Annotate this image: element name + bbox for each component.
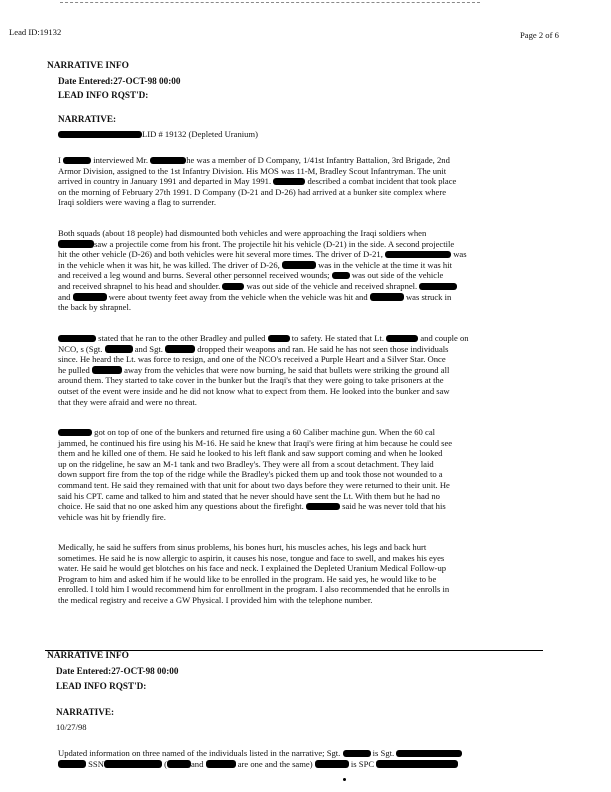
p5-line: enrolled. I told him I would recommend him for enrollment in the program. I also recommended that he enrolls in	[58, 584, 450, 595]
text: was	[453, 249, 467, 260]
date-entered: Date Entered:27-OCT-98 00:00	[58, 76, 181, 86]
p2-line	[58, 249, 467, 260]
p5-line: Program to him and asked him if he would like to be enrolled in the program. He said yes, he would like to be	[58, 573, 437, 584]
p4-line: them and he killed one of them. He said he looked to his left flank and saw support coming and when he looked	[58, 448, 443, 459]
text: and	[190, 758, 204, 769]
scan-edge-line	[60, 2, 480, 3]
text: away from the vehicles that were now burning, he said that bullets were striking the ground all	[124, 364, 450, 375]
section-title: NARRATIVE INFO	[47, 651, 129, 661]
redaction	[167, 760, 191, 768]
redaction	[92, 366, 122, 374]
p1-line	[58, 155, 450, 166]
p4-line: jammed, he continued his fire using his M-16. He said he knew that Iraqi's were firing at him because he could see	[58, 437, 453, 448]
p3-line: outset of the event were inside and he did not know what to expect from them. He looked into the bunker and saw	[58, 386, 450, 396]
p1-line: Armor Division, assigned to the 1st Infantry Division. His MOS was 11-M, Bradley Scout Infantryman. The unit	[58, 165, 447, 176]
text: was out side of the vehicle	[351, 270, 444, 281]
text: said he was never told that his	[342, 501, 446, 512]
text: and Sgt.	[134, 343, 163, 354]
p2-line: the back by shrapnel.	[58, 302, 132, 313]
p2-line	[58, 292, 451, 303]
p5-line: Medically, he said he suffers from sinus problems, his bones hurt, his muscles aches, his legs and back hurt	[58, 542, 427, 552]
redaction	[58, 131, 142, 139]
p3-line	[58, 344, 449, 355]
p1-line: Iraqi soldiers were waving a flag to surrender.	[58, 197, 216, 208]
update-line	[58, 759, 458, 770]
text: to safety. He stated that Lt.	[291, 333, 385, 343]
text: were about twenty feet away from the vehicle when the vehicle was hit and	[108, 291, 368, 302]
p3-line	[58, 333, 469, 344]
text: I	[58, 155, 61, 165]
scan-speck	[343, 778, 346, 781]
text: he pulled	[58, 364, 90, 375]
redaction	[282, 261, 316, 269]
p3-line	[58, 365, 449, 376]
lead-info-requested: LEAD INFO RQST'D:	[58, 90, 149, 100]
narrative-date: 10/27/98	[56, 722, 87, 732]
p5-line: the medical registry and receive a GW Physical. I provided him with the telephone number.	[58, 595, 373, 605]
text: in the vehicle when it was hit, he was killed. The driver of D-26,	[58, 259, 280, 270]
redaction	[343, 750, 371, 758]
text: choice. He said that no one asked him any questions about the firefight.	[58, 501, 304, 512]
redaction	[386, 335, 418, 343]
redaction	[376, 760, 458, 768]
redaction	[58, 760, 86, 768]
text: hit the other vehicle (D-26) and both vehicles were hit several more times. The driver of D-21,	[58, 249, 383, 260]
p4-line: said his CPT. came and talked to him and stated that he never should have sent the Lt. With them but he had no	[58, 490, 440, 501]
text: SSN	[88, 758, 104, 769]
p2-line	[58, 260, 452, 271]
redaction	[419, 283, 457, 291]
redaction	[385, 251, 451, 259]
text: and received shrapnel to his head and shoulder.	[58, 281, 221, 291]
text: and received a leg wound and burns. Several other personnel received wounds;	[58, 270, 330, 281]
p5-line: water. He said he would get blotches on his face and neck. I explained the Depleted Uranium Medical Follow-up	[58, 563, 447, 574]
p4-line	[58, 427, 435, 438]
subject-text: LID # 19132 (Depleted Uranium)	[142, 129, 258, 139]
redaction	[315, 760, 349, 768]
text: are one and the same)	[237, 758, 313, 769]
lead-info-requested: LEAD INFO RQST'D:	[56, 681, 147, 691]
redaction	[63, 157, 91, 165]
p1-line: on the morning of February 27th 1991. D Company (D-21 and D-26) had arrived at a bunker site complex where	[58, 186, 447, 197]
text: stated that he ran to the other Bradley and pulled	[98, 333, 266, 343]
text: was struck in	[405, 291, 452, 302]
redaction	[370, 293, 404, 301]
redaction	[222, 283, 244, 291]
p4-line: command tent. He said they remained with that unit for about two days before they were returned to their unit. He	[58, 480, 450, 490]
update-line	[58, 748, 462, 759]
p3-line: that they were afraid and were no threat.	[58, 396, 197, 407]
text: and	[58, 291, 71, 302]
redaction	[105, 345, 133, 353]
redaction	[58, 429, 92, 437]
p3-line: since. He heard the Lt. was force to resign, and one of the NCO's received a Purple Heart and a Silver Star. Once	[58, 354, 446, 365]
text: he was a member of D Company, 1/41st Infantry Battalion, 3rd Brigade, 2nd	[186, 155, 450, 165]
p4-line	[58, 501, 446, 512]
text: NCO, s (Sgt.	[58, 343, 103, 354]
redaction	[268, 335, 290, 343]
p2-line	[58, 239, 454, 250]
p4-line: vehicle was hit by friendly fire.	[58, 511, 166, 522]
lead-id: Lead ID:19132	[9, 27, 62, 37]
p3-line: around them. They started to take cover in the bunker but the Iraqi's that they were going to take prisoners at the	[58, 375, 444, 386]
p5-line: sometimes. He said he is now allergic to aspirin, it causes his nose, tongue and face to swell, and makes his eyes	[58, 552, 445, 563]
p4-line: up on the ridgeline, he saw an M-1 tank and two Bradley's. They were all from a scout detachment. They laid	[58, 458, 434, 469]
redaction	[73, 293, 107, 301]
text: described a combat incident that took place	[307, 176, 457, 187]
p2-line	[58, 281, 457, 292]
redaction	[165, 345, 195, 353]
redaction	[58, 240, 94, 248]
text: arrived in country in January 1991 and departed in May 1991.	[58, 176, 272, 187]
p4-line: down support fire from the top of the ridge while the Bradley's picked them up and took those not wounded to a	[58, 469, 443, 480]
redaction	[104, 760, 162, 768]
page-number: Page 2 of 6	[520, 30, 559, 40]
text: dropped their weapons and ran. He said he has not seen those individuals	[197, 343, 449, 354]
redaction	[332, 272, 350, 280]
subject-line	[58, 129, 258, 140]
text: was out side of the vehicle and received shrapnel.	[246, 281, 418, 291]
text: was in the vehicle at the time it was hit	[318, 259, 452, 270]
redaction	[396, 750, 462, 758]
narrative-label: NARRATIVE:	[58, 114, 117, 124]
text: saw a projectile come from his front. The projectile hit his vehicle (D-21) in the side. A second projectile	[94, 238, 455, 249]
redaction	[206, 760, 236, 768]
redaction	[273, 178, 305, 186]
section-title: NARRATIVE INFO	[47, 61, 129, 71]
text: (	[164, 758, 167, 769]
narrative-label: NARRATIVE:	[56, 707, 115, 717]
p1-line	[58, 176, 456, 187]
redaction	[150, 157, 186, 165]
redaction	[58, 335, 96, 343]
text: is Sgt.	[372, 748, 395, 758]
date-entered: Date Entered:27-OCT-98 00:00	[56, 666, 179, 676]
text: is SPC	[350, 758, 375, 769]
text: got on top of one of the bunkers and returned fire using a 60 Caliber machine gun. When the 60 cal	[94, 427, 436, 437]
p2-line	[58, 270, 443, 281]
text: and couple on	[420, 333, 469, 343]
text: interviewed Mr.	[93, 155, 149, 165]
text: Updated information on three named of the individuals listed in the narrative; Sgt.	[58, 748, 341, 758]
redaction	[306, 503, 340, 511]
p2-line: Both squads (about 18 people) had dismounted both vehicles and were approaching the Iraqi soldiers when	[58, 228, 427, 238]
